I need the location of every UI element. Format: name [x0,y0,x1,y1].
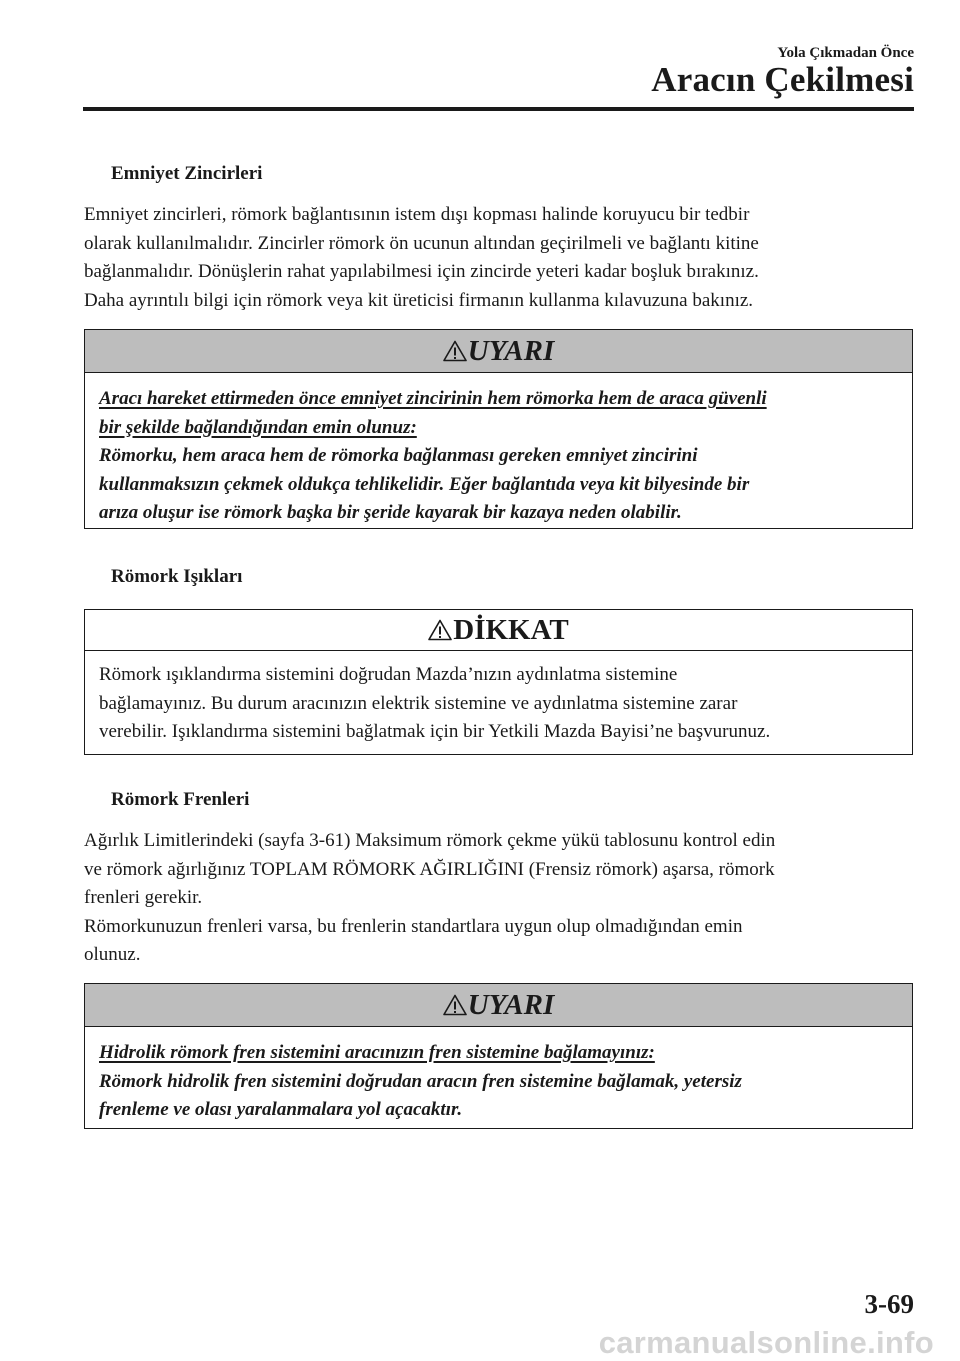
warning-header [85,984,912,1027]
warning-line: Römork hidrolik fren sistemini doğrudan aracın fren sistemine bağlamak, yetersiz [99,1070,742,1092]
warning-emphasis-line-wrap [99,1039,898,1068]
paragraph-line: Daha ayrıntılı bilgi için römork veya kit üreticisi firmanın kullanma kılavuzuna bakınız. [84,289,754,311]
paragraph-line: olarak kullanılmalıdır. Zincirler römork ön ucunun altından geçirilmeli ve bağlantı kitine [84,232,759,254]
warning-line: arıza oluşur ise römork başka bir şeride kayarak bir kazaya neden olabilir. [99,502,682,523]
section-heading-trailer-brakes: Römork Frenleri [111,789,250,810]
warning-box-hydraulic-brakes [84,983,913,1129]
caution-label: DİKKAT [453,613,569,646]
paragraph-line: bağlanmalıdır. Dönüşlerin rahat yapılabilmesi için zincirde yeteri kadar boşluk bırakınız. [84,261,759,282]
warning-label: UYARI [467,988,555,1021]
warning-line: kullanmaksızın çekmek oldukça tehlikelidir. Eğer bağlantıda veya kit bilyesinde bir [99,473,750,495]
warning-emphasis-text: Hidrolik römork fren sistemini aracınızın fren sistemine bağlamayınız: [99,1042,655,1063]
page-number: 3-69 [864,1289,914,1319]
warning-label: UYARI [467,334,555,367]
watermark: carmanualsonline.info [598,1325,934,1360]
caution-line: bağlamayınız. Bu durum aracınızın elektrik sistemine ve aydınlatma sistemine zarar [99,692,738,714]
paragraph-line: olunuz. [84,944,141,965]
warning-header [85,330,912,373]
warning-box-safety-chains [84,329,913,529]
caution-line: verebilir. Işıklandırma sistemini bağlatmak için bir Yetkili Mazda Bayisi’ne başvurunuz. [99,721,771,742]
caution-body [85,651,912,747]
caution-line: Römork ışıklandırma sistemini doğrudan Mazda’nızın aydınlatma sistemine [99,664,678,685]
paragraph-line: frenleri gerekir. [84,887,203,908]
warning-triangle-icon [443,340,467,362]
caution-box-trailer-lights [84,609,913,755]
paragraph-trailer-brakes [84,827,914,970]
section-heading-trailer-lights: Römork Işıkları [111,566,243,587]
header-rule [83,107,914,111]
paragraph-safety-chains [84,201,914,315]
caution-header [85,610,912,651]
running-header-section: Yola Çıkmadan Önce [777,45,914,61]
paragraph-line: Römorkunuzun frenleri varsa, bu frenlerin standartlara uygun olup olmadığından emin [84,915,743,937]
warning-body [85,373,912,528]
page-title: Aracın Çekilmesi [651,60,914,99]
warning-emphasis-line-wrap [99,414,898,443]
warning-emphasis-line: Aracı hareket ettirmeden önce emniyet zincirinin hem römorka hem de araca güvenli [99,388,767,409]
warning-triangle-icon [443,994,467,1016]
section-heading-safety-chains: Emniyet Zincirleri [111,163,263,184]
paragraph-line: Emniyet zincirleri, römork bağlantısının istem dışı kopması halinde koruyucu bir tedbir [84,204,750,225]
paragraph-line: ve römork ağırlığınız TOPLAM RÖMORK AĞIRLIĞINI (Frensiz römork) aşarsa, römork [84,858,775,880]
caution-triangle-icon [428,619,452,641]
warning-line: frenleme ve olası yaralanmalara yol açacaktır. [99,1099,463,1120]
warning-emphasis-text: bir şekilde bağlandığından emin olunuz: [99,416,417,438]
warning-line: Römorku, hem araca hem de römorka bağlanması gereken emniyet zincirini [99,445,698,466]
warning-body [85,1027,912,1125]
paragraph-line: Ağırlık Limitlerindeki (sayfa 3-61) Maksimum römork çekme yükü tablosunu kontrol edin [84,830,776,851]
